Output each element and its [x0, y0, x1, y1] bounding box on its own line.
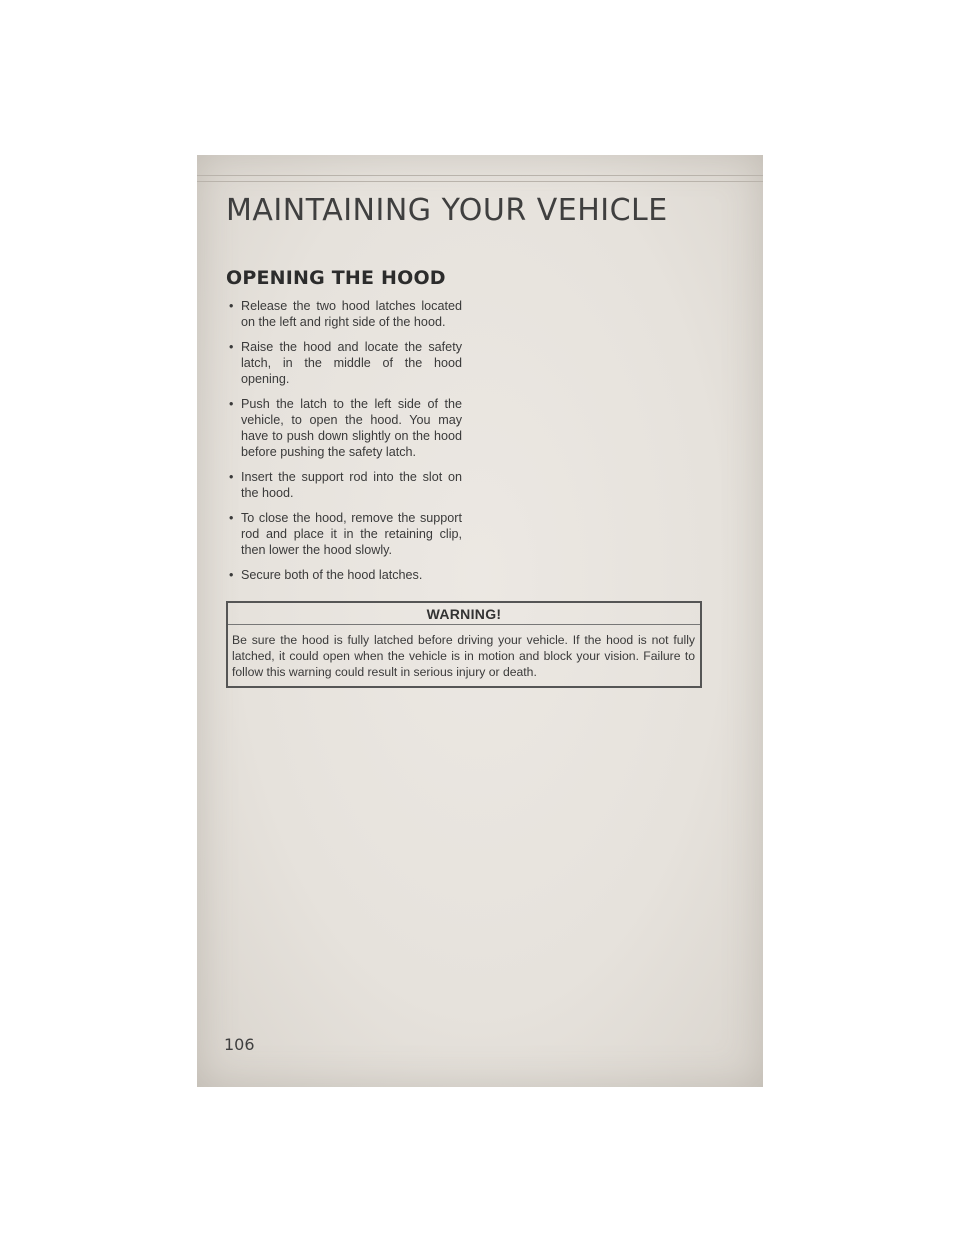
- list-item: • To close the hood, remove the support rod and place it in the retaining clip, then lower the hood slowly.: [226, 510, 462, 558]
- instruction-list: [226, 298, 462, 583]
- list-item: • Push the latch to the left side of the vehicle, to open the hood. You may have to push down slightly on the hood before pushing the safety latch.: [226, 396, 462, 460]
- warning-title: WARNING!: [228, 603, 700, 625]
- header-rule-bottom: [197, 181, 763, 182]
- manual-page: [197, 155, 763, 1087]
- article-heading: OPENING THE HOOD: [226, 267, 446, 289]
- warning-body: Be sure the hood is fully latched before driving your vehicle. If the hood is not fully latched, it could open when the vehicle is in motion and block your vision. Failure to follow this warning could result in serious injury or death.: [232, 633, 695, 679]
- header-rule-top: [197, 175, 763, 176]
- list-item: • Raise the hood and locate the safety latch, in the middle of the hood opening.: [226, 339, 462, 387]
- warning-box: [226, 601, 702, 688]
- list-item: • Secure both of the hood latches.: [226, 567, 462, 583]
- list-item: • Insert the support rod into the slot on the hood.: [226, 469, 462, 501]
- article-content: [226, 267, 706, 592]
- list-item: • Release the two hood latches located on the left and right side of the hood.: [226, 298, 462, 330]
- page-number: 106: [224, 1035, 255, 1054]
- section-title: MAINTAINING YOUR VEHICLE: [226, 193, 668, 228]
